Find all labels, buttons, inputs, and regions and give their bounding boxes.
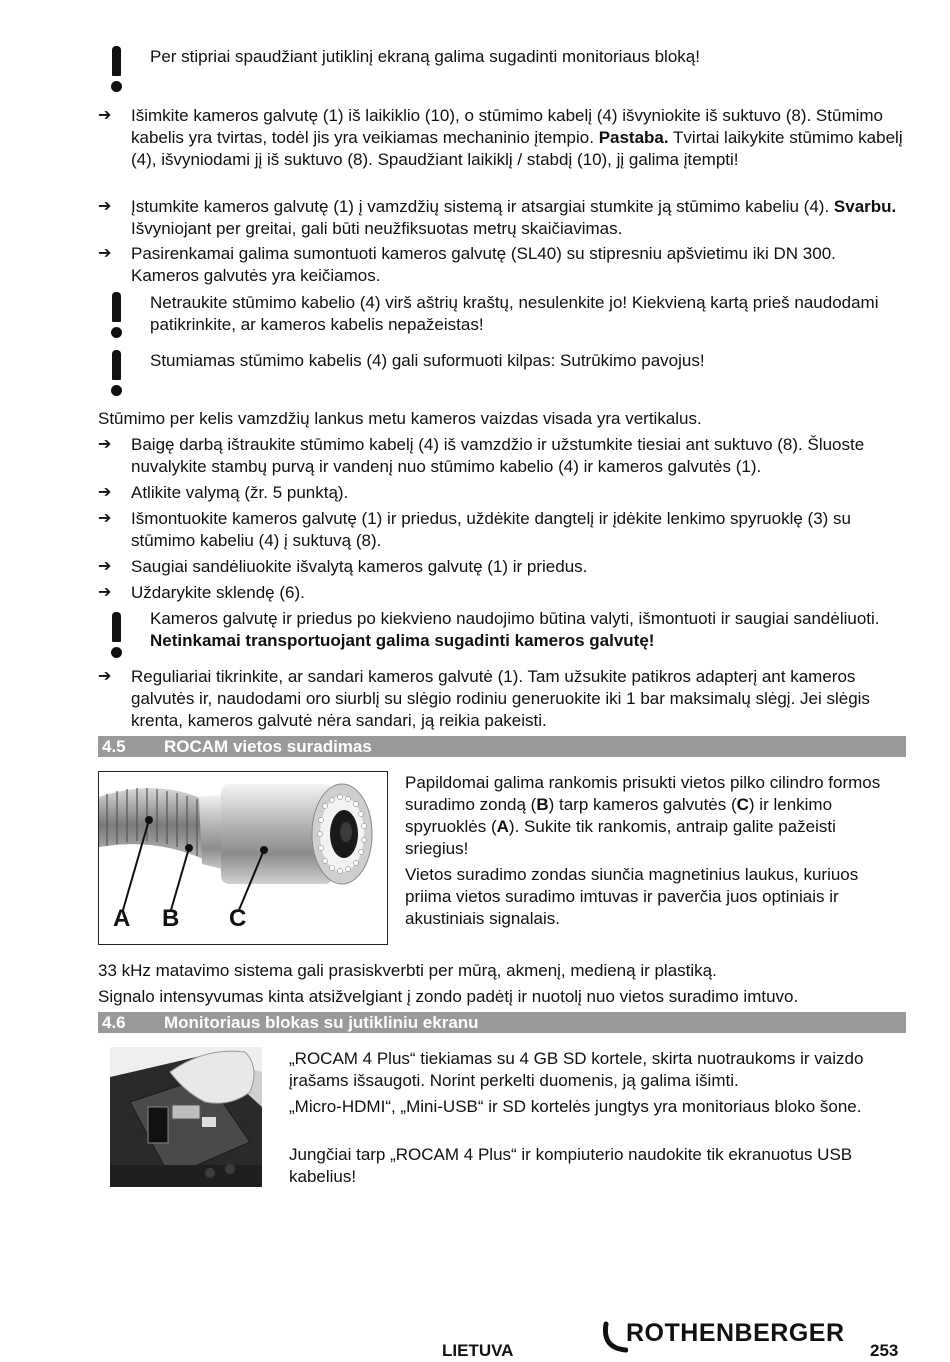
section-title: ROCAM vietos suradimas — [164, 737, 372, 756]
step-text: Atlikite valymą (žr. 5 punktą). — [131, 483, 349, 502]
figure-label-b: B — [162, 905, 180, 932]
list-item — [98, 582, 908, 604]
paragraph: 33 kHz matavimo sistema gali prasiskverbti per mūrą, akmenį, medieną ir plastiką. — [98, 961, 717, 980]
arrow-right-icon: ➔ — [98, 198, 112, 215]
arrow-right-icon: ➔ — [98, 558, 112, 575]
brand-logo — [600, 1320, 852, 1354]
paragraph: „Micro-HDMI“, „Mini-USB“ ir SD kortelės jungtys yra monitoriaus bloko šone. — [289, 1097, 862, 1116]
arrow-right-icon: ➔ — [98, 584, 112, 601]
monitor-unit-photo — [110, 1047, 262, 1187]
step-text: Reguliariai tikrinkite, ar sandari kameros galvutė (1). Tam užsukite patikros adapterį ant kameros galvutės ir, naudodami oro siurblį su slėgio rodiniu generuokite iki 1 bar maksimalų slėgį. Jei slėgis krenta, kameros galvutė nėra sandari, ją reikia pakeisti. — [131, 667, 870, 730]
brand-name: ROTHENBERGER — [626, 1319, 845, 1347]
warning-text: Netraukite stūmimo kabelio (4) virš aštrių kraštų, nesulenkite jo! Kiekvieną kartą prieš naudodami patikrinkite, ar kameros kabelis nepažeistas! — [150, 293, 879, 334]
arrow-right-icon: ➔ — [98, 436, 112, 453]
paragraph: Vietos suradimo zondas siunčia magnetinius laukus, kuriuos priima vietos suradimo imtuvas ir paverčia juos optiniais ir akustiniais signalais. — [405, 865, 859, 928]
paragraph: Jungčiai tarp „ROCAM 4 Plus“ ir kompiuterio naudokite tik ekranuotus USB kabelius! — [289, 1145, 853, 1186]
text-part: ). Sukite tik rankomis, antraip galite pažeisti sriegius! — [405, 817, 836, 858]
step-emphasis: Pastaba. — [598, 128, 669, 147]
list-item — [98, 666, 908, 732]
arrow-right-icon: ➔ — [98, 484, 112, 501]
monitor-unit-illustration — [110, 1047, 262, 1187]
step-text: Baigę darbą ištraukite stūmimo kabelį (4) iš vamzdžio ir užstumkite tiesiai ant suktuvo (8). Šluoste nuvalykite stambų purvą ir vandenį nuo stūmimo kabelio (4) ir kameros galvutės (1). — [131, 435, 865, 476]
list-item — [98, 243, 908, 287]
step-text: Tvirtai laikykite stūmimo kabelį (4), išvyniodami jį iš suktuvo (8). Spaudžiant laikiklį / stabdį (10), jį galima įtempti! — [131, 128, 903, 169]
list-item — [98, 482, 908, 504]
step-text: Išmontuokite kameros galvutę (1) ir priedus, uždėkite dangtelį ir įdėkite lenkimo spyruoklę (3) su stūmimo kabeliu (4) į suktuvą (8). — [131, 509, 851, 550]
paragraph: Signalo intensyvumas kinta atsižvelgiant į zondo padėtį ir nuotolį nuo vietos suradimo imtuvo. — [98, 987, 799, 1006]
footer-language: LIETUVA — [442, 1341, 514, 1360]
step-text: Įstumkite kameros galvutę (1) į vamzdžių sistemą ir atsargiai stumkite ją stūmimo kabeliu (4). — [131, 197, 834, 216]
warning-text: Stumiamas stūmimo kabelis (4) gali suformuoti kilpas: Sutrūkimo pavojus! — [150, 351, 705, 370]
text-part: Papildomai galima rankomis prisukti vietos pilko cilindro formos suradimo zondą ( — [405, 773, 881, 814]
warning-text-part: Kameros galvutę ir priedus po kiekvieno naudojimo būtina valyti, išmontuoti ir saugiai sandėliuoti. — [150, 609, 880, 628]
text-emphasis: A — [496, 817, 509, 836]
list-item — [98, 508, 908, 552]
brand-swoosh-icon — [600, 1320, 628, 1354]
paragraph — [405, 772, 897, 860]
section-heading — [98, 1012, 906, 1033]
text-part: ) tarp kameros galvutės ( — [548, 795, 737, 814]
page-number: 253 — [870, 1341, 899, 1360]
figure-label-a: A — [113, 905, 131, 932]
step-text: Išimkite kameros galvutę (1) iš laikiklio (10), o stūmimo kabelį (4) išvyniokite iš suktuvo (8). Stūmimo kabelis yra tvirtas, todėl jis yra veikiamas mechaninio įtempio. — [131, 106, 884, 147]
list-item — [98, 556, 908, 578]
text-part: ) ir lenkimo spyruoklės ( — [405, 795, 833, 836]
paragraph: „ROCAM 4 Plus“ tiekiamas su 4 GB SD kortele, skirta nuotraukoms ir vaizdo įrašams išsaugoti. Norint perkelti duomenis, ją galima išimti. — [289, 1049, 864, 1090]
warning-emphasis: Netinkamai transportuojant galima sugadinti kameros galvutę! — [150, 631, 655, 650]
text-emphasis: C — [736, 795, 749, 814]
step-text: Pasirenkamai galima sumontuoti kameros galvutę (SL40) su stipresniu apšvietimu iki DN 300. Kameros galvutės yra keičiamos. — [131, 244, 836, 285]
arrow-right-icon: ➔ — [98, 107, 112, 124]
list-item — [98, 196, 908, 240]
step-text: Saugiai sandėliuokite išvalytą kameros galvutę (1) ir priedus. — [131, 557, 588, 576]
section-number: 4.5 — [102, 737, 126, 756]
arrow-right-icon: ➔ — [98, 510, 112, 527]
list-item — [98, 105, 908, 171]
warning-text — [150, 608, 880, 652]
text-emphasis: B — [536, 795, 549, 814]
step-emphasis: Svarbu. — [833, 197, 897, 216]
list-item — [98, 434, 908, 478]
section-title: Monitoriaus blokas su jutikliniu ekranu — [164, 1013, 479, 1032]
section-number: 4.6 — [102, 1013, 126, 1032]
arrow-right-icon: ➔ — [98, 245, 112, 262]
paragraph: Stūmimo per kelis vamzdžių lankus metu kameros vaizdas visada yra vertikalus. — [98, 409, 702, 428]
warning-text: Per stipriai spaudžiant jutiklinį ekraną galima sugadinti monitoriaus bloką! — [150, 47, 700, 66]
camera-head-figure — [98, 771, 388, 945]
figure-label-c: C — [229, 905, 247, 932]
arrow-right-icon: ➔ — [98, 668, 112, 685]
step-text: Uždarykite sklendę (6). — [131, 583, 305, 602]
step-text: Išvyniojant per greitai, gali būti neužfiksuotas metrų skaičiavimas. — [131, 219, 623, 238]
section-heading — [98, 736, 906, 757]
